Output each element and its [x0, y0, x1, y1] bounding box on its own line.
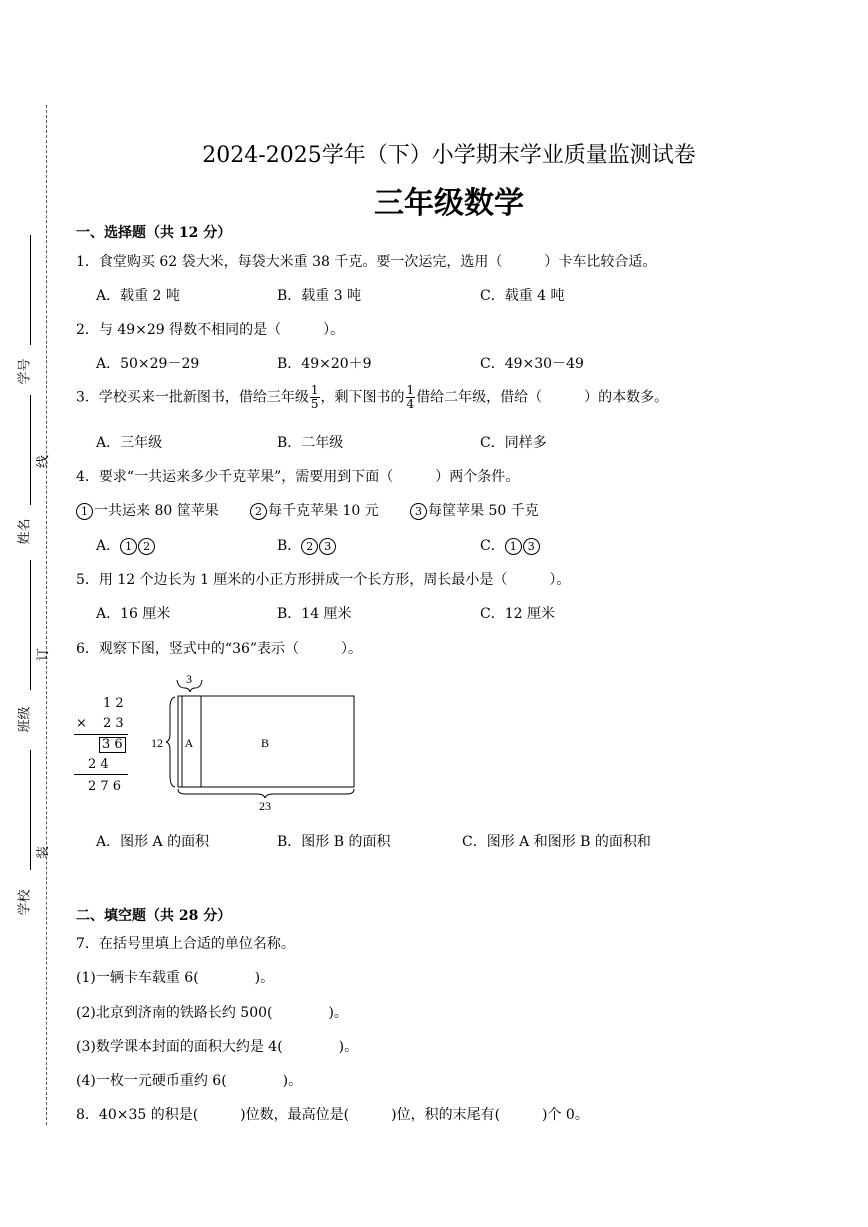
option-letter: B． [277, 538, 302, 554]
circled-number: 2 [250, 503, 267, 520]
vertical-multiplication [70, 690, 130, 800]
times-sign: × [76, 716, 87, 731]
q5-option-a: A．16 厘米 [96, 606, 171, 622]
q3-suffix: 借给二年级，借给（ ）的本数多。 [416, 389, 669, 406]
q4-option-c [480, 535, 541, 555]
q4-text: 4．要求“一共运来多少千克苹果”，需要用到下面（ ）两个条件。 [76, 469, 520, 485]
frac1-numerator: 1 [310, 383, 319, 397]
q4-condition-1 [76, 500, 219, 520]
q4-option-b [277, 535, 337, 555]
q1-option-b: B．载重 3 吨 [277, 288, 362, 304]
q7-item-4: (4)一枚一元硬币重约 6( )。 [76, 1073, 303, 1089]
vertical-rule-1 [74, 734, 128, 735]
frac2-denominator: 4 [406, 397, 415, 411]
vertical-row2: 2 3 [103, 716, 124, 731]
vertical-row4: 2 4 [88, 757, 109, 772]
binding-dashed-line [46, 105, 47, 1125]
fraction-one-fifth [310, 384, 320, 411]
vertical-row3 [99, 737, 126, 753]
condition-text: 每筐苹果 50 千克 [428, 503, 539, 519]
fraction-one-fourth [406, 384, 416, 411]
circled-number: 1 [120, 538, 137, 555]
option-letter: A． [96, 538, 121, 554]
school-label: 学校 [17, 889, 33, 916]
q1-text: 1．食堂购买 62 袋大米，每袋大米重 38 千克。要一次运完，选用（ ）卡车比较合适。 [76, 254, 657, 270]
left-label: 12 [151, 736, 163, 750]
area-model-figure [145, 668, 365, 818]
vertical-rule-2 [74, 774, 128, 775]
q2-option-a: A．50×29－29 [96, 356, 200, 372]
q4-condition-3 [410, 500, 539, 520]
class-blank [30, 560, 31, 690]
student-id-blank [30, 235, 31, 345]
class-label: 班级 [17, 706, 33, 733]
q7-item-1: (1)一辆卡车载重 6( )。 [76, 970, 275, 986]
q4-condition-2 [250, 500, 379, 520]
boxed-36: 3 6 [99, 737, 126, 753]
condition-text: 每千克苹果 10 元 [268, 503, 379, 519]
section2-heading: 二、填空题（共 28 分） [76, 908, 232, 924]
exam-title: 2024-2025学年（下）小学期末学业质量监测试卷 [202, 143, 696, 168]
q5-text: 5．用 12 个边长为 1 厘米的小正方形拼成一个长方形，周长最小是（ ）。 [76, 572, 571, 588]
circled-number: 1 [505, 538, 522, 555]
cut-mark-line: 线 [36, 454, 52, 469]
bottom-label: 23 [259, 799, 271, 813]
q8-text: 8．40×35 的积是( )位数，最高位是( )位，积的末尾有( )个 0。 [76, 1107, 589, 1123]
name-blank [30, 395, 31, 505]
q7-item-2: (2)北京到济南的铁路长约 500( )。 [76, 1005, 348, 1021]
frac2-numerator: 1 [406, 383, 415, 397]
frac1-denominator: 5 [310, 397, 319, 411]
name-label: 姓名 [17, 518, 33, 545]
q6-text: 6．观察下图，竖式中的“36”表示（ ）。 [76, 641, 363, 657]
q6-option-c: C．图形 A 和图形 B 的面积和 [462, 834, 651, 850]
circled-number: 3 [410, 503, 427, 520]
cut-mark-zhuang: 装 [36, 845, 52, 860]
q3-option-b: B．二年级 [277, 435, 344, 451]
q7-item-3: (3)数学课本封面的面积大约是 4( )。 [76, 1039, 359, 1055]
condition-text: 一共运来 80 筐苹果 [94, 503, 219, 519]
q3-prefix: 3．学校买来一批新图书，借给三年级 [76, 389, 309, 406]
circled-number: 1 [76, 503, 93, 520]
q5-option-c: C．12 厘米 [480, 606, 555, 622]
cut-mark-ding: 订 [36, 647, 52, 662]
q3-text [76, 384, 668, 411]
school-blank [30, 750, 31, 870]
circled-number: 2 [301, 538, 318, 555]
q7-text: 7．在括号里填上合适的单位名称。 [76, 936, 295, 952]
vertical-row1: 1 2 [103, 696, 124, 711]
q3-option-c: C．同样多 [480, 435, 547, 451]
section1-heading: 一、选择题（共 12 分） [76, 225, 232, 241]
region-b-label: B [260, 736, 270, 750]
q3-option-a: A．三年级 [96, 435, 163, 451]
bottom-brace [178, 789, 354, 798]
student-id-label: 学号 [17, 358, 33, 385]
region-a-label: A [184, 736, 194, 750]
vertical-row5: 2 7 6 [88, 779, 122, 794]
option-letter: C． [480, 538, 505, 554]
q6-option-b: B．图形 B 的面积 [277, 834, 391, 850]
circled-number: 3 [523, 538, 540, 555]
q5-option-b: B．14 厘米 [277, 606, 352, 622]
exam-subtitle: 三年级数学 [374, 186, 524, 221]
q1-option-c: C．载重 4 吨 [480, 288, 565, 304]
q6-option-a: A．图形 A 的面积 [96, 834, 210, 850]
top-label: 3 [186, 672, 192, 686]
q2-option-c: C．49×30－49 [480, 356, 584, 372]
q1-option-a: A．载重 2 吨 [96, 288, 180, 304]
circled-number: 2 [138, 538, 155, 555]
q2-text: 2．与 49×29 得数不相同的是（ ）。 [76, 322, 345, 338]
circled-number: 3 [319, 538, 336, 555]
q2-option-b: B．49×20＋9 [277, 356, 372, 372]
q3-middle: ，剩下图书的 [320, 389, 405, 406]
q4-option-a [96, 535, 156, 555]
left-brace [166, 697, 175, 787]
